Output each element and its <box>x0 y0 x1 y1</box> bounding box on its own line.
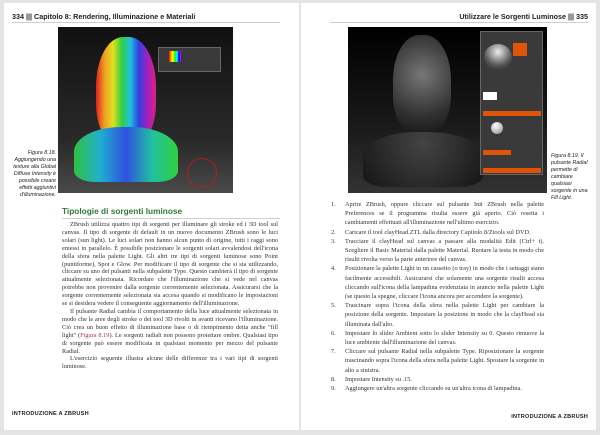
shoulders-shape <box>74 127 178 182</box>
step-number: 7. <box>331 348 336 356</box>
steps-list <box>331 200 544 393</box>
figure-rainbow-head <box>58 27 233 193</box>
paragraph <box>62 308 278 355</box>
step-number: 6. <box>331 329 336 337</box>
active-light-bulb-icon[interactable] <box>513 43 527 56</box>
step-number: 2. <box>331 228 336 236</box>
figure-caption: Figura 8.19. Il pulsante Radial permette di cambiare qualsiasi sorgente in una Fill Light. <box>551 153 588 201</box>
step-number: 8. <box>331 375 336 383</box>
body-text <box>62 221 278 371</box>
step-text: Aggiungere un'altra sorgente cliccando su un'altra icona di lampadina. <box>345 385 522 393</box>
left-page <box>4 3 299 430</box>
step-number: 4. <box>331 265 336 273</box>
step-text: Impostare Intensity su .15. <box>345 375 412 383</box>
page-footer: INTRODUZIONE A ZBRUSH <box>12 411 89 417</box>
figure-caption: Figura 8.18. Aggiungendo una texture alla Global Diffuse Intensity è possibile creare effetti aggiuntivi d'illuminazione. <box>13 150 56 198</box>
radial-button[interactable] <box>483 168 541 173</box>
step-number: 1. <box>331 201 336 208</box>
step-item <box>331 237 544 265</box>
step-item <box>331 200 544 228</box>
page-header: 334 ||| Capitolo 8: Rendering, Illuminazione e Materiali <box>12 12 196 21</box>
step-item <box>331 228 544 237</box>
section-heading: Tipologie di sorgenti luminose <box>62 206 280 219</box>
step-item <box>331 347 544 375</box>
head-shape <box>393 35 451 135</box>
step-item <box>331 329 544 347</box>
texture-panel <box>158 47 221 72</box>
step-item <box>331 301 544 329</box>
page-header: Utilizzare le Sorgenti Luminose ||| 335 <box>459 12 588 21</box>
paragraph: L'esercizio seguente illustra alcune delle differenze tra i vari tipi di sorgenti luminose. <box>62 355 278 371</box>
rainbow-texture-swatch <box>169 51 181 62</box>
light-target-circle <box>187 158 217 188</box>
step-text: Posizionare la palette Light in un cassetto (o tray) in modo che i settaggi siano facilmente accessibili. Assicurarsi che solamente una sorgente risulti accesa cliccando sull'icona della lampadina evidenziata in arancio nella palette Light (se questo la spegne, cliccare l'icona ancora per accendere la sorgente). <box>345 265 544 301</box>
material-sphere <box>491 122 503 134</box>
header-rule <box>12 22 280 23</box>
shoulders-shape <box>363 132 483 187</box>
paragraph: ZBrush utilizza quattro tipi di sorgenti per illuminare gli stroke ed i 3D tool sul canvas. Il tipo di sorgente di default in un nuovo documento ZBrush sono le luci solari (sun light). Le luci solari non hanno alcun punto di origine, tutti i raggi sono emessi in parallelo. È possibile posizionare le sorgenti solari avvalendosi dell'icona della sfera nella palette Light. Gli altri tre tipi di sorgenti luminose sono Point (puntiforme), Spot e Glow. Per modificare il tipo di sorgente che si sta utilizzando, cliccare su uno dei pulsanti nella subpalette Type. Questo cambierà il tipo di sorgente attualmente selezionata. Ricordare che l'illuminazione che si vede nel canvas potrebbe non provenire dalla sorgente correntemente selezionata. Assicurarsi che la sorgente correntemente selezionata sia accesa quando si modificano le impostazioni se si desidera vedere il conseguente aggiornamento dell'illuminazione. <box>62 221 278 308</box>
step-text: Cliccare sul pulsante Radial nella subpalette Type. Riposizionare la sorgente trascinando sopra l'icona della sfera nella palette Light. Spostare la sorgente in alto a sinistra. <box>345 348 544 374</box>
light-color-swatch[interactable] <box>483 92 497 100</box>
shadow-bar <box>483 111 541 116</box>
step-item <box>331 375 544 384</box>
type-sun-button[interactable] <box>483 150 511 155</box>
step-item <box>331 384 544 393</box>
text: ). Le sorgenti radiali non possono proiettare ombre. Qualsiasi tipo di sorgente può essere modificata in qualsiasi momento per mezzo del pulsante Radial. <box>62 331 278 355</box>
text: Il pulsante Radial cambia il comportamento della luce attualmente selezionata in modo che le aree degli stroke o dei tool 3D rivolti in avanti ricevano l'illuminazione. Ciò crea un buon effetto di illuminazione base o di riempimento detta anche "fill light" ( <box>62 307 278 339</box>
figure-radial-head <box>348 27 547 193</box>
step-text: Trascinare sopra l'icona della sfera nella palette Light per cambiare la posizione della sorgente. Impostare la posizione in modo che la clayHead sia illuminata dall'alto. <box>345 302 544 328</box>
step-text: Impostare lo slider Ambient sotto lo slider Intensity su 0. Questo rimuove la luce ambiente dall'illuminazione del canvas. <box>345 329 544 347</box>
step-number: 5. <box>331 302 336 310</box>
light-palette <box>480 31 543 175</box>
light-sphere[interactable] <box>484 44 512 70</box>
page-footer: INTRODUZIONE A ZBRUSH <box>511 414 588 420</box>
step-text: Aprire ZBrush, oppure cliccare sul pulsante Init ZBrush nella palette Preferences se il programma risulta essere già aperto. Ciò resetta i cambiamenti effettuati all'illuminazione nell'ultimo esercizio. <box>345 201 544 227</box>
step-item <box>331 264 544 301</box>
figure-link[interactable]: Figura 8.19 <box>80 331 110 339</box>
header-rule <box>330 22 588 23</box>
step-number: 9. <box>331 385 336 393</box>
step-text: Caricare il tool clayHead.ZTL dalla directory Capitolo 8/Ztools sul DVD. <box>345 228 531 236</box>
right-page <box>301 3 596 430</box>
step-number: 3. <box>331 237 336 245</box>
step-text: Tracciare il clayHead sul canvas a passare alla modalità Edit (Ctrl+ t). Scegliere il Basic Material dalla palette Material. Ruotare la testa in modo che risulti rivolta verso la parte anteriore del canvas. <box>345 237 544 264</box>
